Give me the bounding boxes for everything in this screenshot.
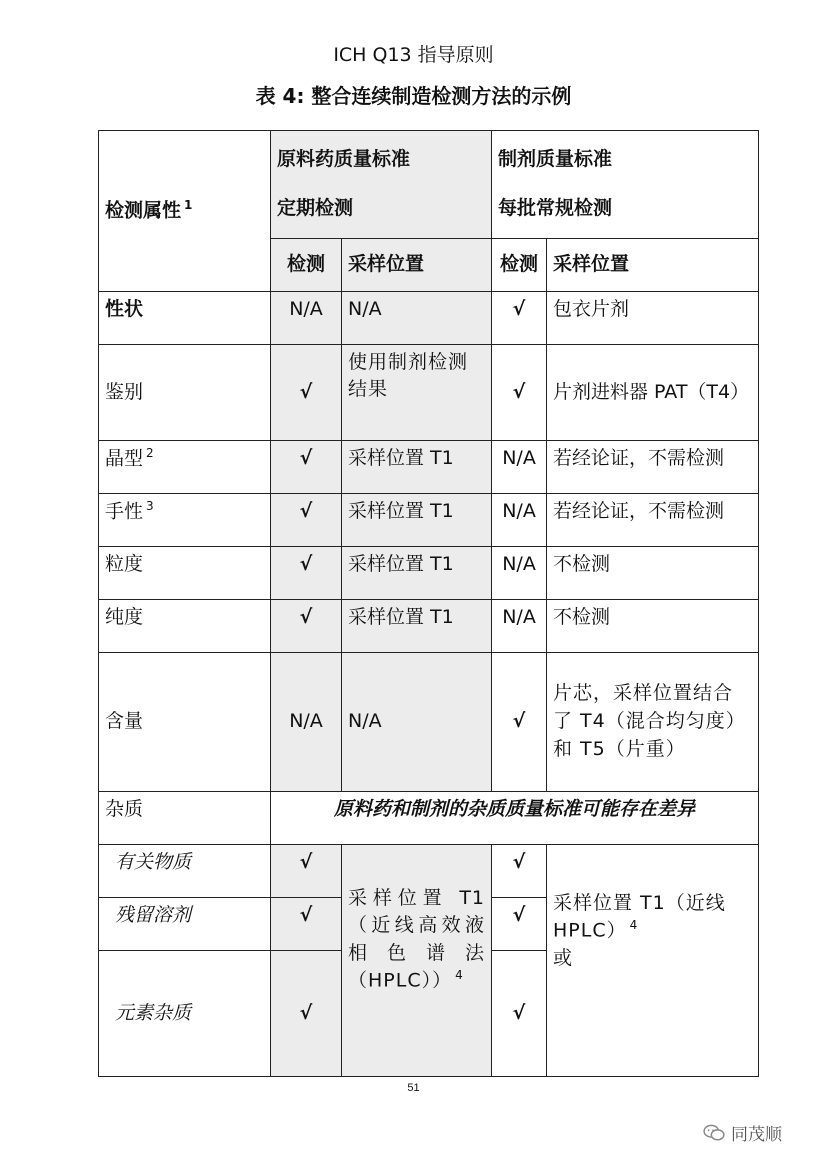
dp-location-cell: 不检测 [547, 546, 759, 599]
attr-cell: 手性 $^3$ [99, 493, 271, 546]
api-location-cell: 采样位置 T1 [342, 493, 492, 546]
header-dp-location: 采样位置 [547, 238, 759, 291]
dp-location-cell: 若经论证，不需检测 [547, 440, 759, 493]
api-test-cell: √ [271, 440, 342, 493]
dp-location-cell: 若经论证，不需检测 [547, 493, 759, 546]
test-methods-table [98, 130, 759, 1077]
dp-test-cell: √ [492, 897, 547, 950]
api-location-cell: N/A [342, 291, 492, 344]
table-row [99, 440, 759, 493]
footnote-4: 4 [455, 968, 464, 983]
header-api-spec: 原料药质量标准 定期检测 [271, 131, 492, 239]
dp-test-cell: √ [492, 344, 547, 440]
table-row [99, 599, 759, 652]
dp-test-cell: √ [492, 652, 547, 791]
table-row [99, 652, 759, 791]
document-header: ICH Q13 指导原则 [333, 44, 494, 66]
api-test-cell: √ [271, 344, 342, 440]
dp-location-cell: 包衣片剂 [547, 291, 759, 344]
header-attribute: 检测属性 $^1$ [99, 131, 271, 292]
impurity-api-location: 采样位置 T1 （近线高效液 相色谱法 （HPLC）） $^4$ [342, 844, 492, 1076]
footnote-4-dp: 4 [629, 918, 639, 933]
attr-cell: 性状 [99, 291, 271, 344]
impurity-dp-location: 采样位置 T1（近线 HPLC） $^4$ 或 [547, 844, 759, 1076]
attr-cell: 纯度 [99, 599, 271, 652]
dp-test-cell: √ [492, 291, 547, 344]
dp-test-cell: √ [492, 950, 547, 1076]
footnote-2: 2 [146, 445, 154, 460]
dp-test-cell: N/A [492, 440, 547, 493]
dp-test-cell: √ [492, 844, 547, 897]
api-test-cell: √ [271, 950, 342, 1076]
api-test-cell: N/A [271, 291, 342, 344]
api-test-cell: N/A [271, 652, 342, 791]
table-row [99, 546, 759, 599]
attr-cell: 残留溶剂 [99, 897, 271, 950]
dp-location-cell: 片芯，采样位置结合了 T4（混合均匀度）和 T5（片重） [547, 652, 759, 791]
attr-cell: 含量 [99, 652, 271, 791]
attr-cell: 晶型 $^2$ [99, 440, 271, 493]
table-title: 表 4: 整合连续制造检测方法的示例 [255, 84, 572, 108]
dp-test-cell: N/A [492, 546, 547, 599]
dp-test-cell: N/A [492, 493, 547, 546]
attr-cell: 粒度 [99, 546, 271, 599]
table-row [99, 791, 759, 844]
attr-cell: 杂质 [99, 791, 271, 844]
header-dp-test: 检测 [492, 238, 547, 291]
api-test-cell: √ [271, 844, 342, 897]
api-location-cell: 使用制剂检测结果 [342, 344, 492, 440]
api-location-cell: 采样位置 T1 [342, 599, 492, 652]
wechat-icon [703, 1124, 725, 1142]
dp-test-cell: N/A [492, 599, 547, 652]
header-api-location: 采样位置 [342, 238, 492, 291]
page-number: 51 [407, 1082, 420, 1094]
api-test-cell: √ [271, 897, 342, 950]
dp-location-cell: 不检测 [547, 599, 759, 652]
table-row [99, 493, 759, 546]
attr-cell: 鉴别 [99, 344, 271, 440]
api-test-cell: √ [271, 493, 342, 546]
api-location-cell: 采样位置 T1 [342, 440, 492, 493]
attr-cell: 有关物质 [99, 844, 271, 897]
api-location-cell: N/A [342, 652, 492, 791]
dp-location-cell: 片剂进料器 PAT（T4） [547, 344, 759, 440]
api-test-cell: √ [271, 599, 342, 652]
api-test-cell: √ [271, 546, 342, 599]
footnote-1: 1 [184, 197, 193, 212]
table-row [99, 344, 759, 440]
attr-cell: 元素杂质 [99, 950, 271, 1076]
table-row [99, 291, 759, 344]
watermark-text: 同茂顺 [731, 1125, 782, 1145]
header-api-test: 检测 [271, 238, 342, 291]
footnote-3: 3 [146, 498, 154, 513]
header-dp-spec: 制剂质量标准 每批常规检测 [492, 131, 759, 239]
api-location-cell: 采样位置 T1 [342, 546, 492, 599]
watermark [703, 1120, 782, 1145]
table-row [99, 844, 759, 897]
impurity-note: 原料药和制剂的杂质质量标准可能存在差异 [271, 791, 759, 844]
